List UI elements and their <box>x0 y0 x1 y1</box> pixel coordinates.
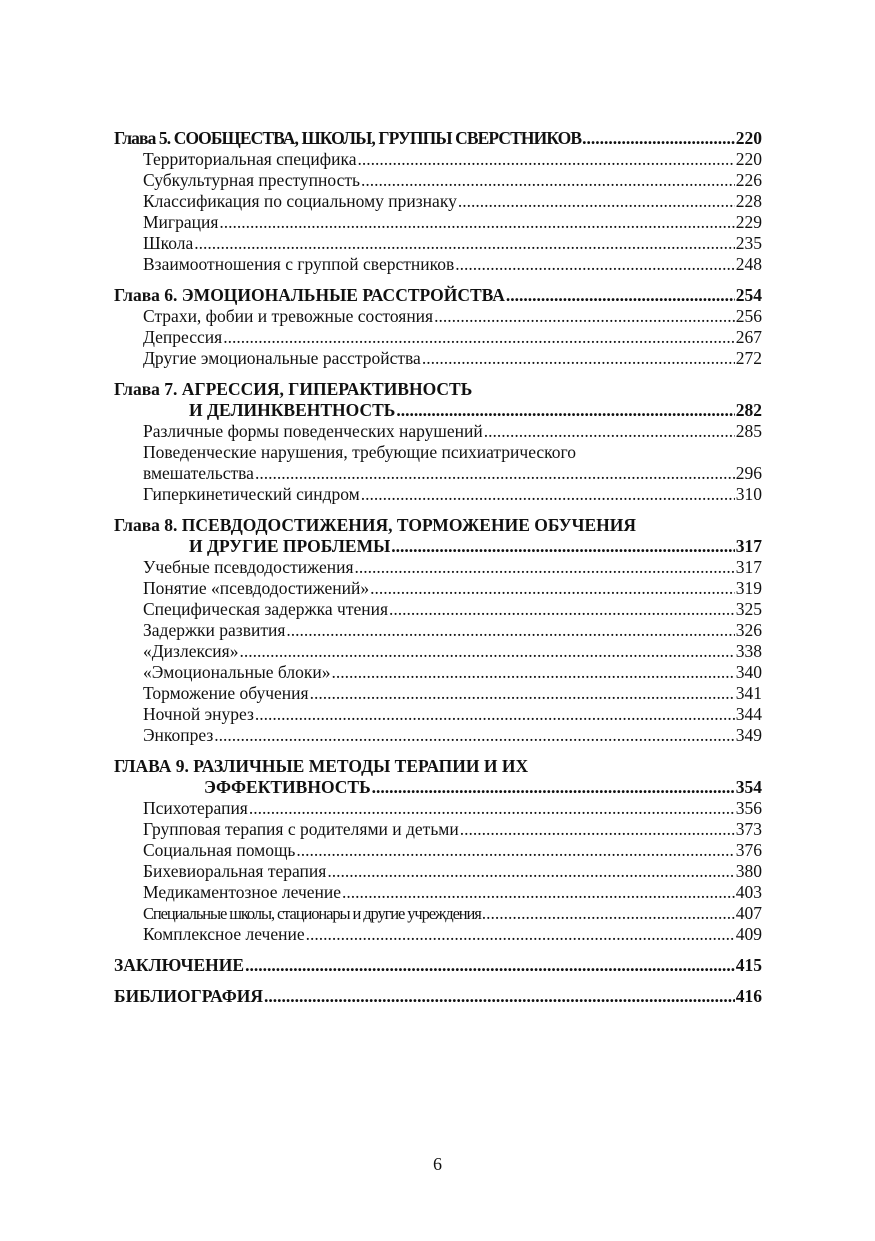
entry-page: 248 <box>735 254 762 274</box>
dot-leader <box>214 725 734 746</box>
entry-label: Понятие «псевдодостижений» <box>143 578 370 598</box>
bibliography-section <box>114 986 762 1007</box>
entry-page: 256 <box>735 306 762 326</box>
entry-label: Специальные школы, стационары и другие учреждения <box>143 904 481 923</box>
entry-label: Комплексное лечение <box>143 924 305 944</box>
chapter-6 <box>114 285 762 369</box>
toc-entry[interactable] <box>114 254 762 275</box>
dot-leader <box>361 170 735 191</box>
entry-label: Субкультурная преступность <box>143 170 360 190</box>
toc-entry-line1[interactable] <box>114 442 762 463</box>
entry-page: 235 <box>735 233 762 253</box>
entry-label: Территориальная специфика <box>143 149 357 169</box>
entry-page: 349 <box>735 725 762 745</box>
entry-label: «Дизлексия» <box>143 641 239 661</box>
dot-leader <box>286 620 734 641</box>
entry-page: 373 <box>735 819 762 839</box>
dot-leader <box>389 599 735 620</box>
section-title: ЗАКЛЮЧЕНИЕ <box>114 955 245 975</box>
dot-leader <box>223 327 735 348</box>
entry-label: Медикаментозное лечение <box>143 882 342 902</box>
chapter-8-heading-line2[interactable] <box>114 536 762 557</box>
section-title: БИБЛИОГРАФИЯ <box>114 986 263 1006</box>
toc-entry[interactable] <box>114 819 762 840</box>
entry-page: 356 <box>735 798 762 818</box>
dot-leader <box>249 798 735 819</box>
entry-label: Различные формы поведенческих нарушений <box>143 421 483 441</box>
dot-leader <box>296 840 734 861</box>
entry-label: Бихевиоральная терапия <box>143 861 327 881</box>
dot-leader <box>310 683 735 704</box>
conclusion-section <box>114 955 762 976</box>
dot-leader <box>331 662 734 683</box>
entry-label: Торможение обучения <box>143 683 309 703</box>
dot-leader <box>506 285 735 306</box>
conclusion-heading[interactable] <box>114 955 762 976</box>
toc-entry[interactable] <box>114 683 762 704</box>
toc-entry[interactable] <box>114 840 762 861</box>
chapter-6-heading[interactable] <box>114 285 762 306</box>
dot-leader <box>194 233 734 254</box>
toc-entry[interactable] <box>114 882 762 903</box>
page-number: 254 <box>735 285 762 305</box>
page-number: 220 <box>735 128 762 148</box>
page-number: 317 <box>735 536 762 556</box>
entry-page: 403 <box>735 882 762 902</box>
entry-label: Поведенческие нарушения, требующие психиатрического <box>143 442 577 462</box>
entry-page: 376 <box>735 840 762 860</box>
dot-leader <box>255 704 735 725</box>
toc-entry[interactable] <box>114 233 762 254</box>
dot-leader <box>460 819 735 840</box>
entry-label: Взаимоотношения с группой сверстников <box>143 254 455 274</box>
entry-page: 220 <box>735 149 762 169</box>
page-number: 354 <box>735 777 762 797</box>
dot-leader <box>458 191 735 212</box>
toc-entry[interactable] <box>114 421 762 442</box>
entry-label: Групповая терапия с родителями и детьми <box>143 819 459 839</box>
chapter-title-continued: ЭФФЕКТИВНОСТЬ <box>204 777 371 797</box>
chapter-9-heading-line1[interactable] <box>114 756 762 777</box>
chapter-title: Глава 8. ПСЕВДОДОСТИЖЕНИЯ, ТОРМОЖЕНИЕ ОБУЧЕНИЯ <box>114 515 637 535</box>
toc-entry[interactable] <box>114 578 762 599</box>
toc-entry[interactable] <box>114 599 762 620</box>
dot-leader <box>582 128 735 149</box>
entry-label: Гиперкинетический синдром <box>143 484 360 504</box>
chapter-7 <box>114 379 762 505</box>
entry-label: Другие эмоциональные расстройства <box>143 348 421 368</box>
dot-leader <box>484 421 735 442</box>
toc-entry[interactable] <box>114 557 762 578</box>
footer-page-number: 6 <box>433 1154 442 1174</box>
dot-leader <box>482 903 735 924</box>
dot-leader <box>255 463 735 484</box>
toc-entry[interactable] <box>114 725 762 746</box>
entry-page: 228 <box>735 191 762 211</box>
entry-label: Ночной энурез <box>143 704 254 724</box>
toc-entry[interactable] <box>114 641 762 662</box>
entry-page: 267 <box>735 327 762 347</box>
dot-leader <box>455 254 735 275</box>
chapter-title: Глава 5. СООБЩЕСТВА, ШКОЛЫ, ГРУППЫ СВЕРСТНИКОВ <box>114 128 582 148</box>
entry-page: 310 <box>735 484 762 504</box>
toc-entry-line2[interactable] <box>114 463 762 484</box>
chapter-title: ГЛАВА 9. РАЗЛИЧНЫЕ МЕТОДЫ ТЕРАПИИ И ИХ <box>114 756 529 776</box>
entry-page: 341 <box>735 683 762 703</box>
dot-leader <box>372 777 735 798</box>
entry-page: 380 <box>735 861 762 881</box>
page-number: 282 <box>735 400 762 420</box>
dot-leader <box>434 306 735 327</box>
entry-label: Учебные псевдодостижения <box>143 557 354 577</box>
toc-entry[interactable] <box>114 798 762 819</box>
entry-label: Депрессия <box>143 327 223 347</box>
chapter-9-heading-line2[interactable] <box>114 777 762 798</box>
page-number: 415 <box>735 955 762 975</box>
chapter-7-heading-line1[interactable] <box>114 379 762 400</box>
entry-page: 326 <box>735 620 762 640</box>
chapter-title: Глава 7. АГРЕССИЯ, ГИПЕРАКТИВНОСТЬ <box>114 379 473 399</box>
dot-leader <box>396 400 734 421</box>
entry-page: 407 <box>735 903 762 923</box>
toc-entry[interactable] <box>114 212 762 233</box>
entry-label: Школа <box>143 233 194 253</box>
toc-entry[interactable] <box>114 327 762 348</box>
toc-entry[interactable] <box>114 924 762 945</box>
toc-entry[interactable] <box>114 191 762 212</box>
table-of-contents <box>114 128 762 1017</box>
entry-page: 285 <box>735 421 762 441</box>
chapter-5-heading[interactable] <box>114 128 762 149</box>
dot-leader <box>361 484 735 505</box>
entry-label: Энкопрез <box>143 725 214 745</box>
entry-page: 317 <box>735 557 762 577</box>
entry-page: 296 <box>735 463 762 483</box>
entry-page: 319 <box>735 578 762 598</box>
entry-label: «Эмоциональные блоки» <box>143 662 331 682</box>
entry-label-continued: вмешательства <box>143 463 254 483</box>
chapter-5 <box>114 128 762 275</box>
dot-leader <box>370 578 735 599</box>
chapter-9 <box>114 756 762 945</box>
entry-page: 340 <box>735 662 762 682</box>
toc-entry[interactable] <box>114 620 762 641</box>
entry-page: 226 <box>735 170 762 190</box>
toc-entry[interactable] <box>114 861 762 882</box>
dot-leader <box>245 955 735 976</box>
entry-page: 229 <box>735 212 762 232</box>
entry-label: Страхи, фобии и тревожные состояния <box>143 306 434 326</box>
entry-label: Классификация по социальному признаку <box>143 191 457 211</box>
chapter-8 <box>114 515 762 746</box>
dot-leader <box>264 986 735 1007</box>
toc-entry[interactable] <box>114 149 762 170</box>
entry-page: 344 <box>735 704 762 724</box>
dot-leader <box>422 348 735 369</box>
toc-entry[interactable] <box>114 348 762 369</box>
dot-leader <box>391 536 734 557</box>
toc-entry[interactable] <box>114 903 762 924</box>
chapter-8-heading-line1[interactable] <box>114 515 762 536</box>
entry-label: Социальная помощь <box>143 840 296 860</box>
chapter-title-continued: И ДРУГИЕ ПРОБЛЕМЫ <box>189 536 391 556</box>
toc-entry[interactable] <box>114 704 762 725</box>
toc-entry[interactable] <box>114 662 762 683</box>
entry-label: Задержки развития <box>143 620 286 640</box>
dot-leader <box>306 924 735 945</box>
chapter-title-continued: И ДЕЛИНКВЕНТНОСТЬ <box>189 400 396 420</box>
dot-leader <box>357 149 734 170</box>
toc-entry[interactable] <box>114 170 762 191</box>
dot-leader <box>239 641 734 662</box>
entry-page: 325 <box>735 599 762 619</box>
dot-leader <box>355 557 735 578</box>
toc-entry[interactable] <box>114 306 762 327</box>
entry-label: Психотерапия <box>143 798 248 818</box>
chapter-title: Глава 6. ЭМОЦИОНАЛЬНЫЕ РАССТРОЙСТВА <box>114 285 505 305</box>
toc-entry[interactable] <box>114 484 762 505</box>
entry-page: 272 <box>735 348 762 368</box>
dot-leader <box>342 882 735 903</box>
bibliography-heading[interactable] <box>114 986 762 1007</box>
chapter-7-heading-line2[interactable] <box>114 400 762 421</box>
page-number: 416 <box>735 986 762 1006</box>
entry-label: Специфическая задержка чтения <box>143 599 389 619</box>
entry-page: 409 <box>735 924 762 944</box>
entry-page: 338 <box>735 641 762 661</box>
entry-label: Миграция <box>143 212 219 232</box>
dot-leader <box>219 212 734 233</box>
dot-leader <box>327 861 734 882</box>
